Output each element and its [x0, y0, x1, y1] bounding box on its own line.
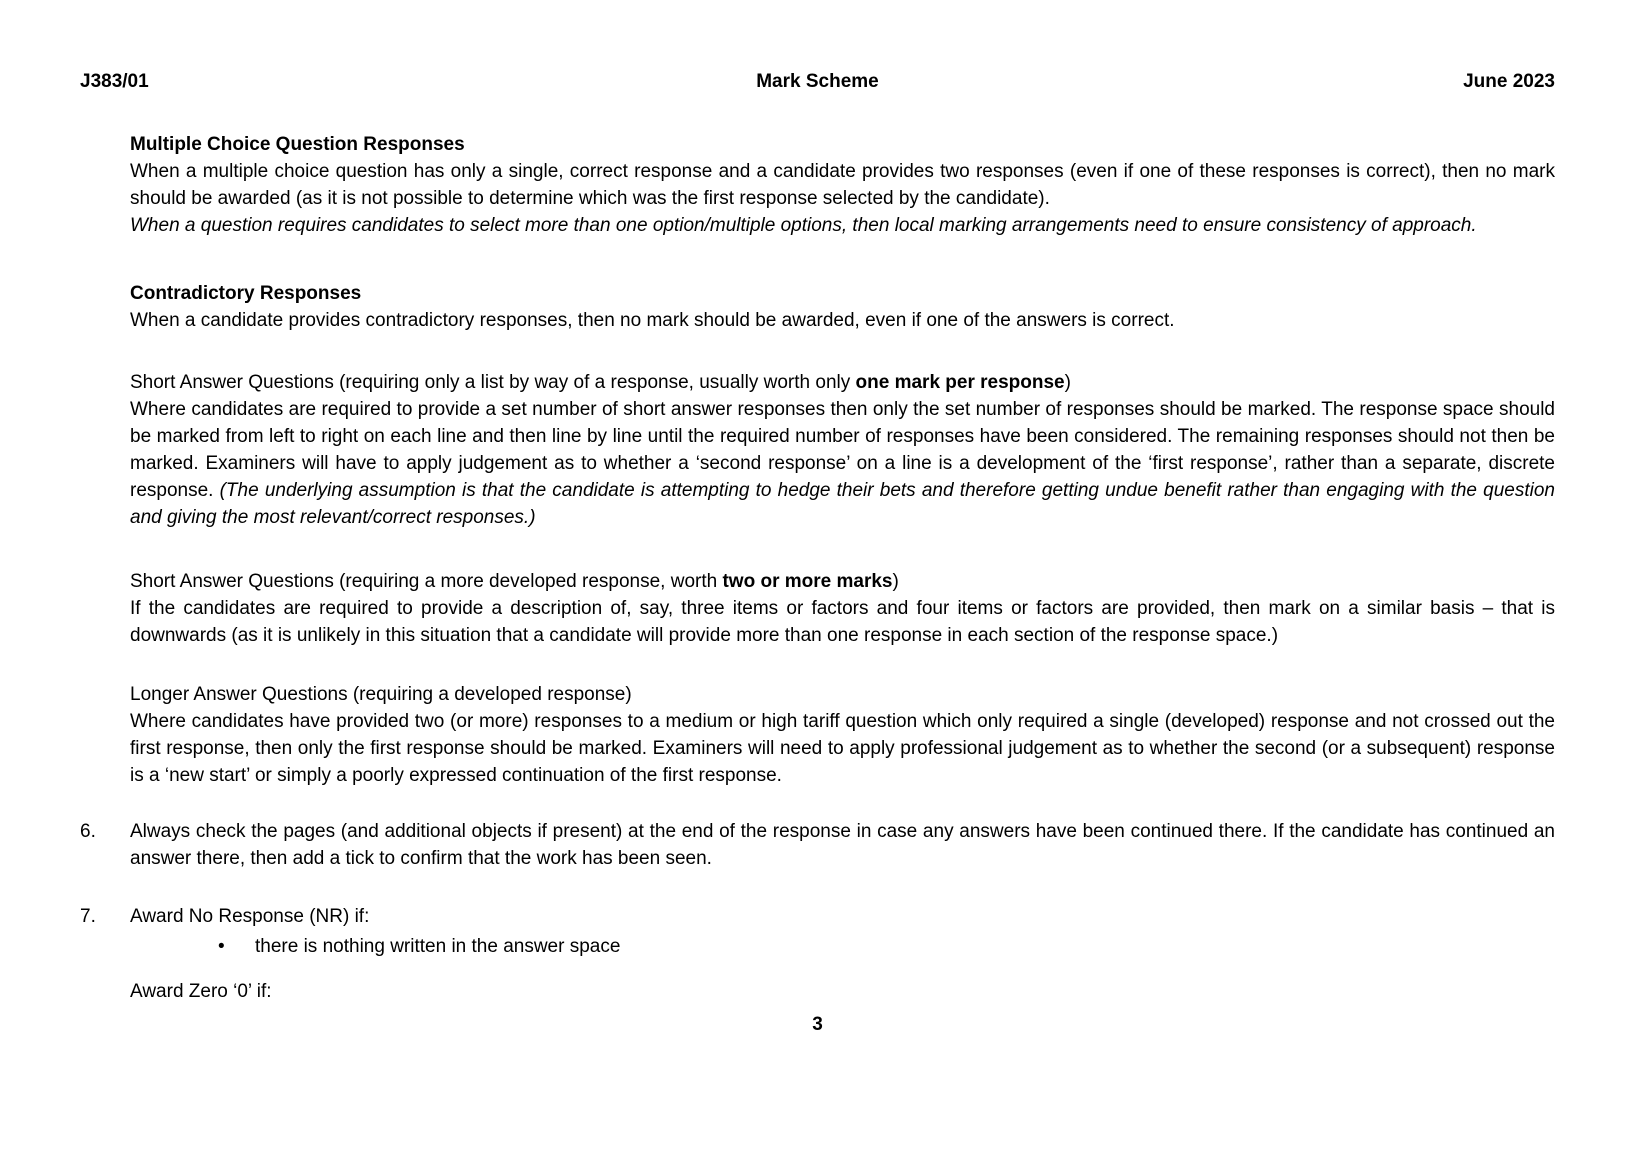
section-heading [130, 369, 1555, 396]
item-body [130, 818, 1555, 872]
section-contradictory-responses [130, 280, 1555, 334]
paper-code: J383/01 [80, 71, 149, 92]
numbered-item-6 [80, 818, 1555, 872]
award-zero-line: Award Zero ‘0’ if: [130, 981, 272, 1002]
section-heading-text: ) [1064, 372, 1071, 393]
paragraph [130, 818, 1555, 872]
document-title: Mark Scheme [756, 71, 879, 92]
section-longer-answer [130, 681, 1555, 789]
numbered-item-7 [80, 903, 1555, 1005]
item-number: 7. [80, 906, 96, 927]
section-heading [130, 131, 1555, 158]
paragraph-text: Where candidates have provided two (or more) responses to a medium or high tariff question which only required a single (developed) response and not crossed out the first response, then only the first response should be marked. Examiners will need to apply professional judgement as to whether the second (or a subsequent) response is a ‘new start’ or simply a poorly expressed continuation of the first response. [130, 711, 1555, 786]
paragraph-text: Where candidates are required to provide a set number of short answer responses then only the set number of responses should be marked. The response space should be marked from left to right on each line and then line by line until the required number of responses have been considered. The remaining responses should not then be marked. Examiners will have to apply judgement as to whether a ‘second response’ on a line is a development of the ‘first response’, rather than a separate, discrete response. [130, 399, 1555, 501]
paragraph-text: When a candidate provides contradictory responses, then no mark should be awarded, even if one of the answers is correct. [130, 310, 1175, 331]
paragraph [130, 903, 1555, 930]
section-heading-text: Longer Answer Questions (requiring a developed response) [130, 684, 632, 705]
paragraph-text: When a multiple choice question has only a single, correct response and a candidate provides two responses (even if one of these responses is correct), then no mark should be awarded (as it is not possible to determine which was the first response selected by the candidate). [130, 161, 1555, 209]
paragraph [130, 158, 1555, 212]
section-heading-bold-text: one mark per response [855, 372, 1065, 393]
section-heading [130, 681, 1555, 708]
exam-session-date: June 2023 [1463, 71, 1555, 92]
bullet-text: there is nothing written in the answer space [255, 936, 621, 957]
paragraph [130, 595, 1555, 649]
section-heading-bold-text: two or more marks [722, 571, 893, 592]
paragraph [130, 212, 1555, 239]
page-header [80, 68, 1555, 95]
section-short-answer-list [130, 369, 1555, 531]
section-heading-text: Short Answer Questions (requiring a more developed response, worth [130, 571, 723, 592]
section-short-answer-developed [130, 568, 1555, 649]
section-heading-text: Multiple Choice Question Responses [130, 134, 465, 155]
page-footer [80, 1011, 1555, 1038]
page-number: 3 [812, 1014, 823, 1035]
item-body [130, 903, 1555, 1005]
paragraph-text: Award No Response (NR) if: [130, 906, 370, 927]
paragraph [130, 307, 1555, 334]
paragraph-text-italic: When a question requires candidates to select more than one option/multiple options, then local marking arrangements need to ensure consistency of approach. [130, 215, 1477, 236]
section-heading-text: Short Answer Questions (requiring only a list by way of a response, usually worth only [130, 372, 856, 393]
paragraph [130, 396, 1555, 531]
paragraph [130, 708, 1555, 789]
paragraph-text-italic: (The underlying assumption is that the candidate is attempting to hedge their bets and therefore getting undue benefit rather than engaging with the question and giving the most relevant/correct responses.) [130, 480, 1555, 528]
section-heading [130, 568, 1555, 595]
section-heading-text: ) [892, 571, 899, 592]
bullet-list-item [218, 933, 1555, 960]
paragraph-text: Always check the pages (and additional objects if present) at the end of the response in case any answers have been continued there. If the candidate has continued an answer there, then add a tick to confirm that the work has been seen. [130, 821, 1555, 869]
paragraph-text: If the candidates are required to provide a description of, say, three items or factors and four items or factors are provided, then mark on a similar basis – that is downwards (as it is unlikely in this situation that a candidate will provide more than one response in each section of the response space.) [130, 598, 1555, 646]
section-multiple-choice-responses [130, 131, 1555, 239]
section-heading-text: Contradictory Responses [130, 283, 362, 304]
section-heading [130, 280, 1555, 307]
bullet-icon: • [218, 936, 225, 957]
item-number: 6. [80, 821, 96, 842]
